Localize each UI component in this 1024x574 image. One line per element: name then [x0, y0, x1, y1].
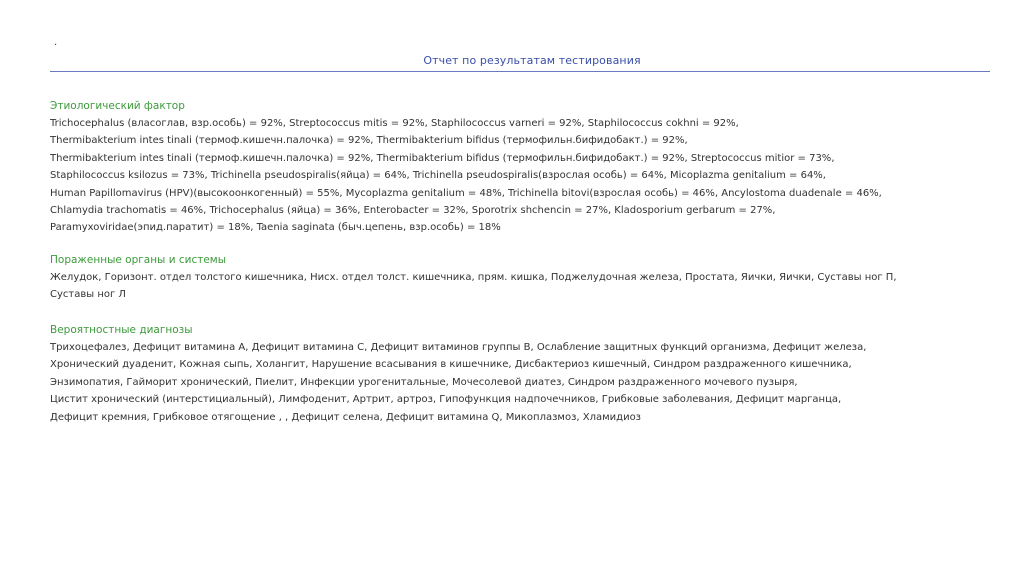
diagnoses-section [50, 322, 970, 426]
etiology-line: Chlamydia trachomatis = 46%, Trichocephalus (яйца) = 36%, Enterobacter = 32%, Sporotrix shchencin = 27%, Kladosporium gerbarum = 27%, [50, 204, 776, 216]
diagnoses-line: Энзимопатия, Гайморит хронический, Пиелит, Инфекции урогенитальные, Мочесолевой диатез, Синдром раздраженного мочевого пузыря, [50, 376, 798, 388]
organs-line: Желудок, Горизонт. отдел толстого кишечника, Нисх. отдел толст. кишечника, прям. кишка, Поджелудочная железа, Простата, Яички, Яички, Суставы ног П, [50, 272, 897, 283]
diagnoses-line: Цистит хронический (интерстициальный), Лимфоденит, Артрит, артроз, Гипофункция надпочечников, Грибковые заболевания, Дефицит марганца, [50, 394, 842, 406]
organs-section [50, 252, 970, 304]
diagnoses-line: Хронический дуаденит, Кожная сыпь, Холангит, Нарушение всасывания в кишечнике, Дисбактериоз кишечный, Синдром раздраженного кишечника, [50, 359, 852, 371]
etiology-line: Human Papillomavirus (HPV)(высокоонкогенный) = 55%, Mycoplazma genitalium = 48%, Trichinella bitovi(взрослая особь) = 46%, Ancylostoma duadenale = 46%, [50, 187, 882, 199]
corner-mark: . [54, 37, 58, 48]
organs-heading: Пораженные органы и системы [50, 254, 227, 266]
etiology-line: Staphilococcus ksilozus = 73%, Trichinella pseudospiralis(яйца) = 64%, Trichinella pseudospiralis(взрослая особь) = 64%, Micoplazma genitalium = 64%, [50, 170, 826, 182]
title-divider [50, 71, 990, 72]
etiology-line: Thermibakterium intes tinali (термоф.кишечн.палочка) = 92%, Thermibakterium bifidus (термофильн.бифидобакт.) = 92%, [50, 135, 688, 147]
report-title: Отчет по результатам тестирования [423, 54, 641, 67]
diagnoses-heading: Вероятностные диагнозы [50, 324, 193, 336]
etiology-line: Thermibakterium intes tinali (термоф.кишечн.палочка) = 92%, Thermibakterium bifidus (термофильн.бифидобакт.) = 92%, Streptococcus mitior = 73%, [50, 152, 835, 164]
diagnoses-line: Трихоцефалез, Дефицит витамина А, Дефицит витамина С, Дефицит витаминов группы В, Ослабление защитных функций организма, Дефицит железа, [50, 342, 867, 353]
diagnoses-line: Дефицит кремния, Грибковое отягощение , , Дефицит селена, Дефицит витамина Q, Микоплазмоз, Хламидиоз [50, 411, 642, 423]
etiology-section [50, 98, 970, 237]
organs-line: Суставы ног Л [50, 289, 126, 301]
etiology-line: Trichocephalus (власоглав, взр.особь) = 92%, Streptococcus mitis = 92%, Staphilococcus varneri = 92%, Staphilococcus cokhni = 92%, [50, 118, 739, 129]
etiology-heading: Этиологический фактор [50, 100, 185, 112]
etiology-line: Paramyxoviridae(эпид.паратит) = 18%, Taenia saginata (быч.цепень, взр.особь) = 18% [50, 222, 501, 234]
